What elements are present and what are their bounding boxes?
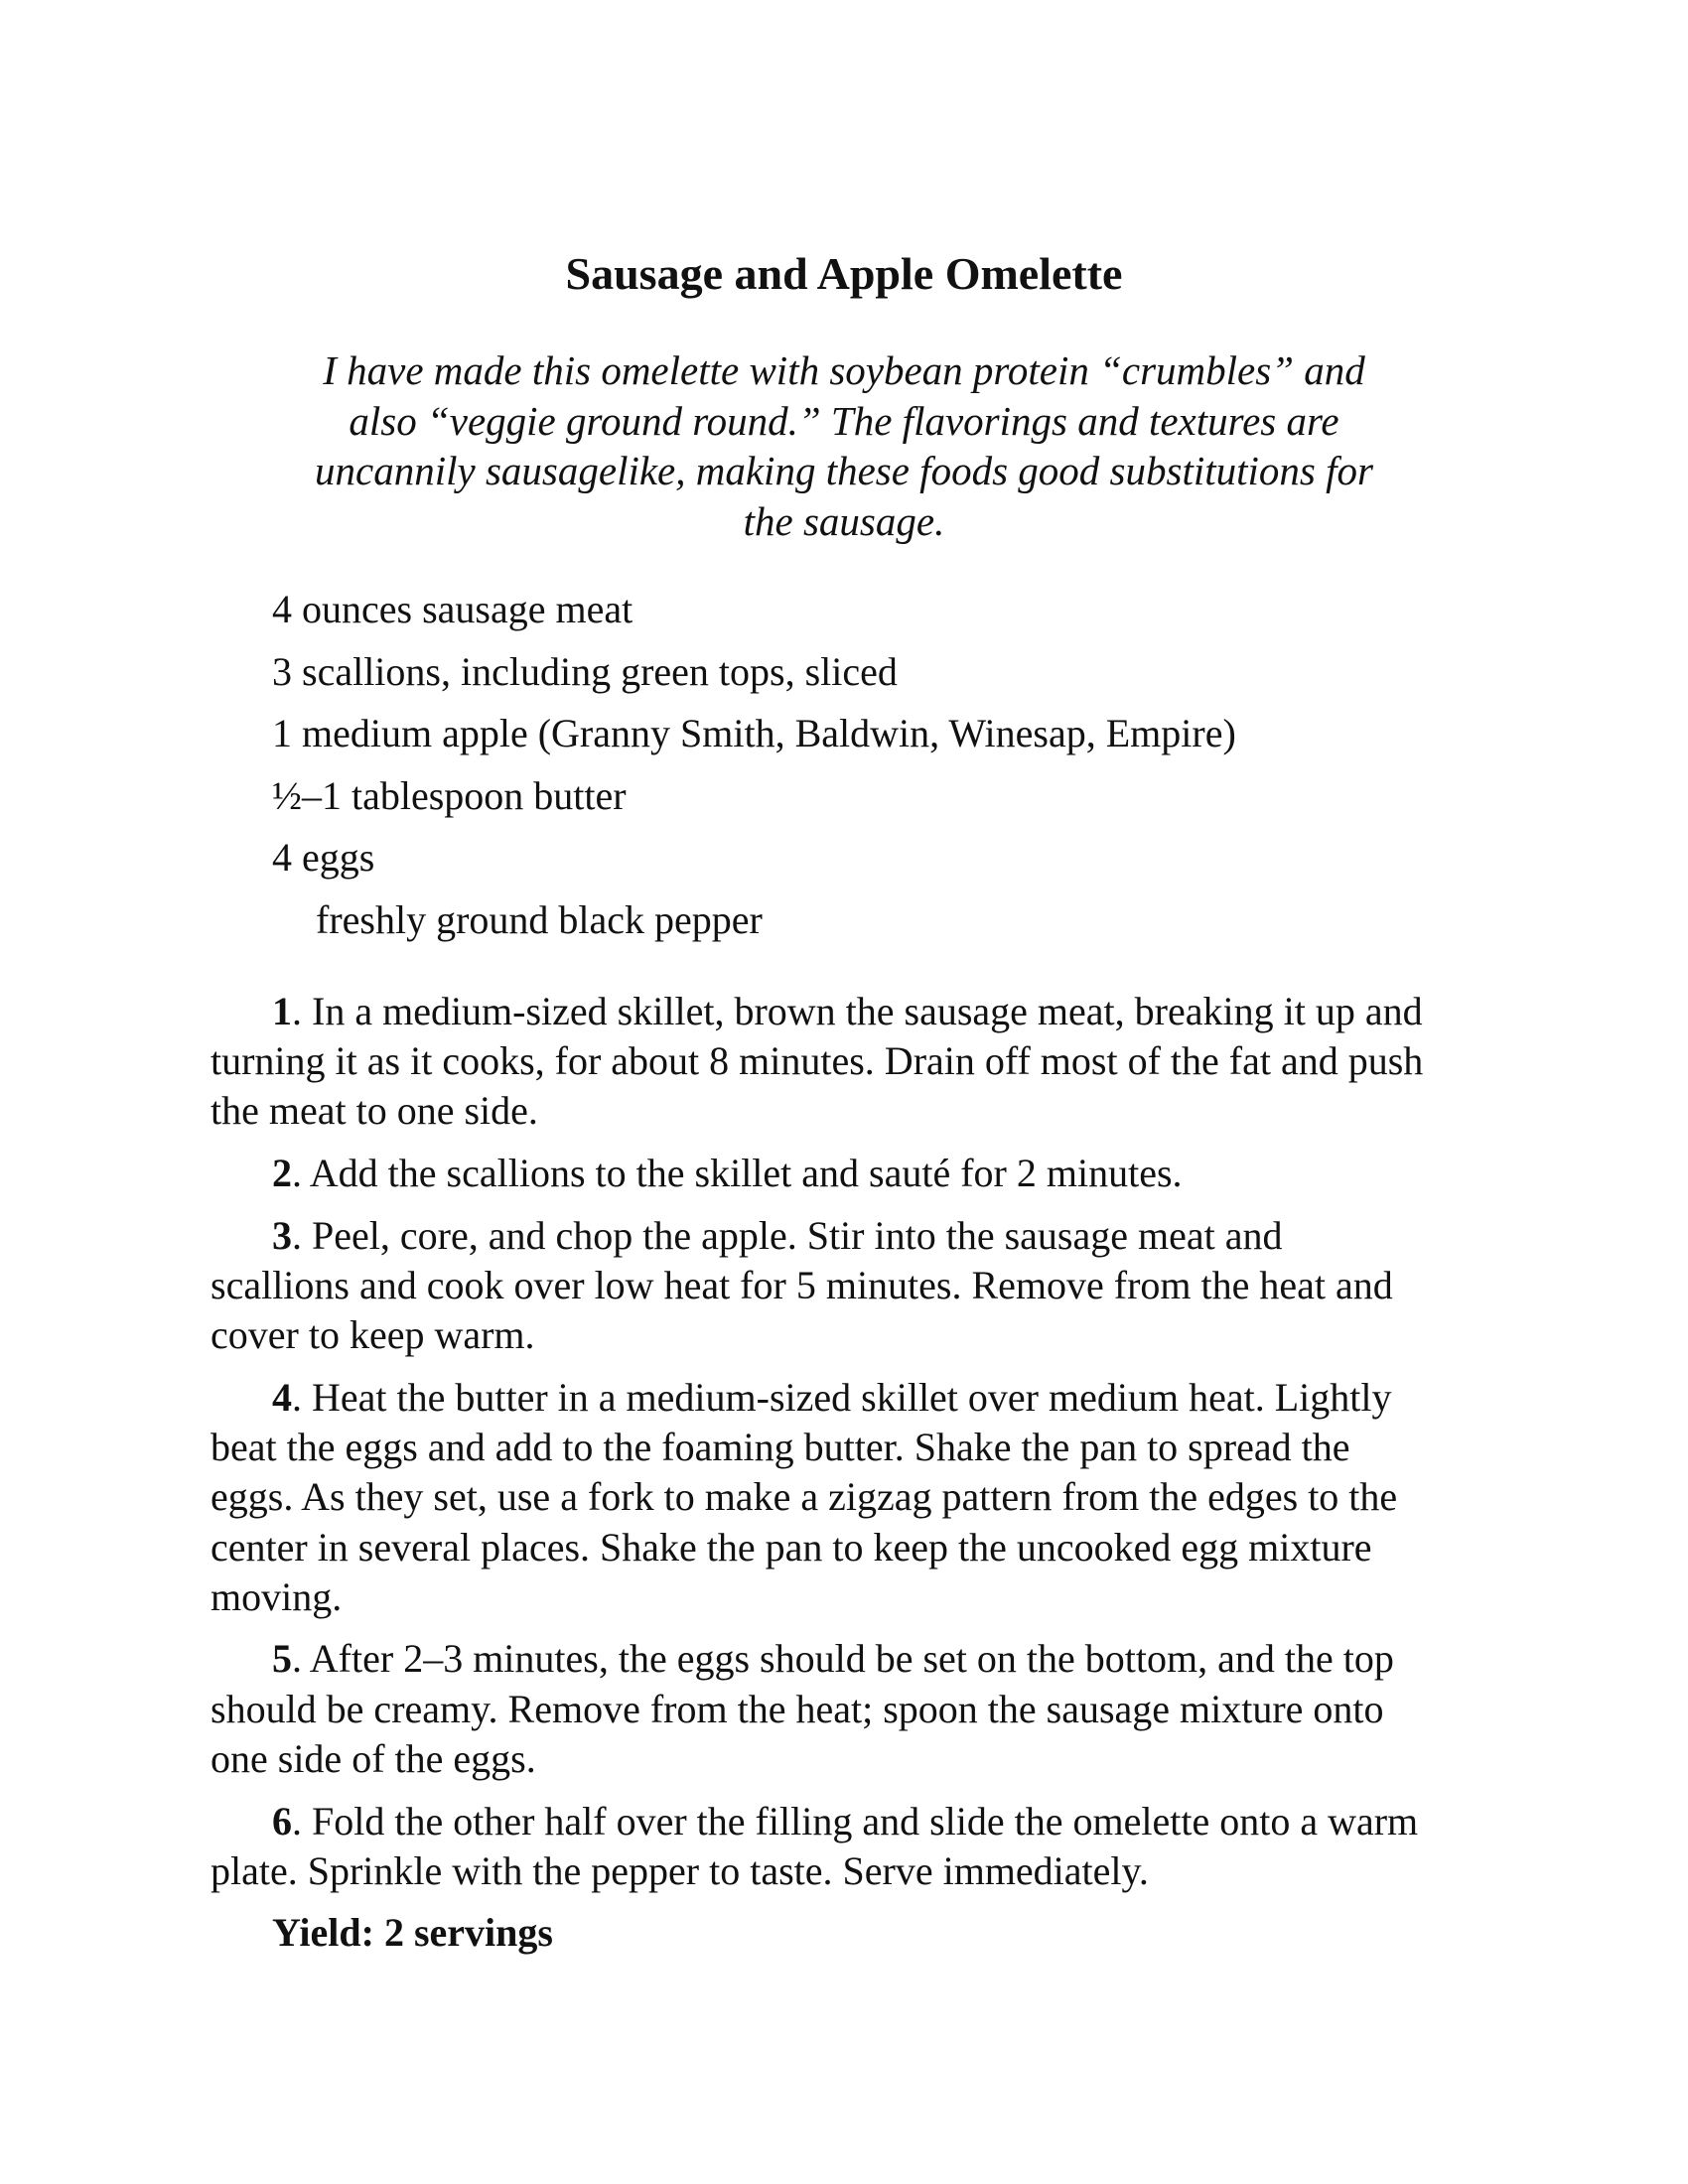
ingredient-item: 4 eggs bbox=[272, 835, 375, 880]
step-1 bbox=[211, 987, 1491, 1137]
ingredient-item: 1 medium apple (Granny Smith, Baldwin, Winesap, Empire) bbox=[272, 711, 1236, 755]
step-line: center in several places. Shake the pan to keep the uncooked egg mixture bbox=[211, 1524, 1372, 1570]
step-line: turning it as it cooks, for about 8 minutes. Drain off most of the fat and push bbox=[211, 1038, 1424, 1084]
step-number: 6 bbox=[272, 1798, 292, 1843]
step-line: . Add the scallions to the skillet and sauté for 2 minutes. bbox=[292, 1151, 1183, 1196]
step-line: the meat to one side. bbox=[211, 1088, 538, 1134]
intro-line: I have made this omelette with soybean protein “crumbles” and bbox=[323, 347, 1365, 393]
step-line: . In a medium-sized skillet, brown the sausage meat, breaking it up and bbox=[292, 989, 1423, 1033]
step-line: one side of the eggs. bbox=[211, 1735, 536, 1781]
ingredient-item: 3 scallions, including green tops, sliced bbox=[272, 648, 898, 694]
step-number: 5 bbox=[272, 1636, 292, 1682]
step-line: . Fold the other half over the filling and slide the omelette onto a warm bbox=[292, 1798, 1419, 1843]
step-6 bbox=[211, 1797, 1491, 1896]
step-5 bbox=[211, 1634, 1491, 1784]
ingredient-item: 4 ounces sausage meat bbox=[272, 587, 633, 631]
step-4 bbox=[211, 1373, 1491, 1622]
step-line: beat the eggs and add to the foaming butter. Shake the pan to spread the bbox=[211, 1425, 1350, 1470]
step-number: 4 bbox=[272, 1374, 292, 1420]
step-line: should be creamy. Remove from the heat; spoon the sausage mixture onto bbox=[211, 1686, 1384, 1731]
step-line: scallions and cook over low heat for 5 minutes. Remove from the heat and bbox=[211, 1263, 1393, 1308]
intro-line: the sausage. bbox=[743, 497, 945, 544]
method-steps bbox=[211, 987, 1491, 1959]
step-line: . Heat the butter in a medium-sized skillet over medium heat. Lightly bbox=[292, 1374, 1392, 1420]
recipe-yield: Yield: 2 servings bbox=[272, 1910, 553, 1956]
intro-line: uncannily sausagelike, making these foods good substitutions for bbox=[315, 448, 1373, 493]
step-line: . Peel, core, and chop the apple. Stir into the sausage meat and bbox=[292, 1212, 1283, 1258]
step-line: eggs. As they set, use a fork to make a zigzag pattern from the edges to the bbox=[211, 1474, 1398, 1520]
step-number: 1 bbox=[272, 989, 292, 1033]
step-2 bbox=[211, 1149, 1491, 1198]
step-line: moving. bbox=[211, 1573, 343, 1619]
intro-line: also “veggie ground round.” The flavorings and textures are bbox=[349, 397, 1339, 444]
ingredient-item: freshly ground black pepper bbox=[316, 896, 763, 942]
step-line: cover to keep warm. bbox=[211, 1312, 535, 1358]
step-number: 2 bbox=[272, 1151, 292, 1196]
recipe-intro bbox=[211, 345, 1477, 546]
step-3 bbox=[211, 1211, 1491, 1361]
step-line: plate. Sprinkle with the pepper to taste. Serve immediately. bbox=[211, 1847, 1149, 1893]
step-number: 3 bbox=[272, 1212, 292, 1258]
ingredient-list bbox=[272, 585, 1236, 957]
recipe-title: Sausage and Apple Omelette bbox=[565, 248, 1123, 299]
ingredient-item: ½–1 tablespoon butter bbox=[272, 772, 627, 818]
recipe-page bbox=[211, 0, 1491, 2184]
step-line: . After 2–3 minutes, the eggs should be set on the bottom, and the top bbox=[292, 1636, 1394, 1682]
